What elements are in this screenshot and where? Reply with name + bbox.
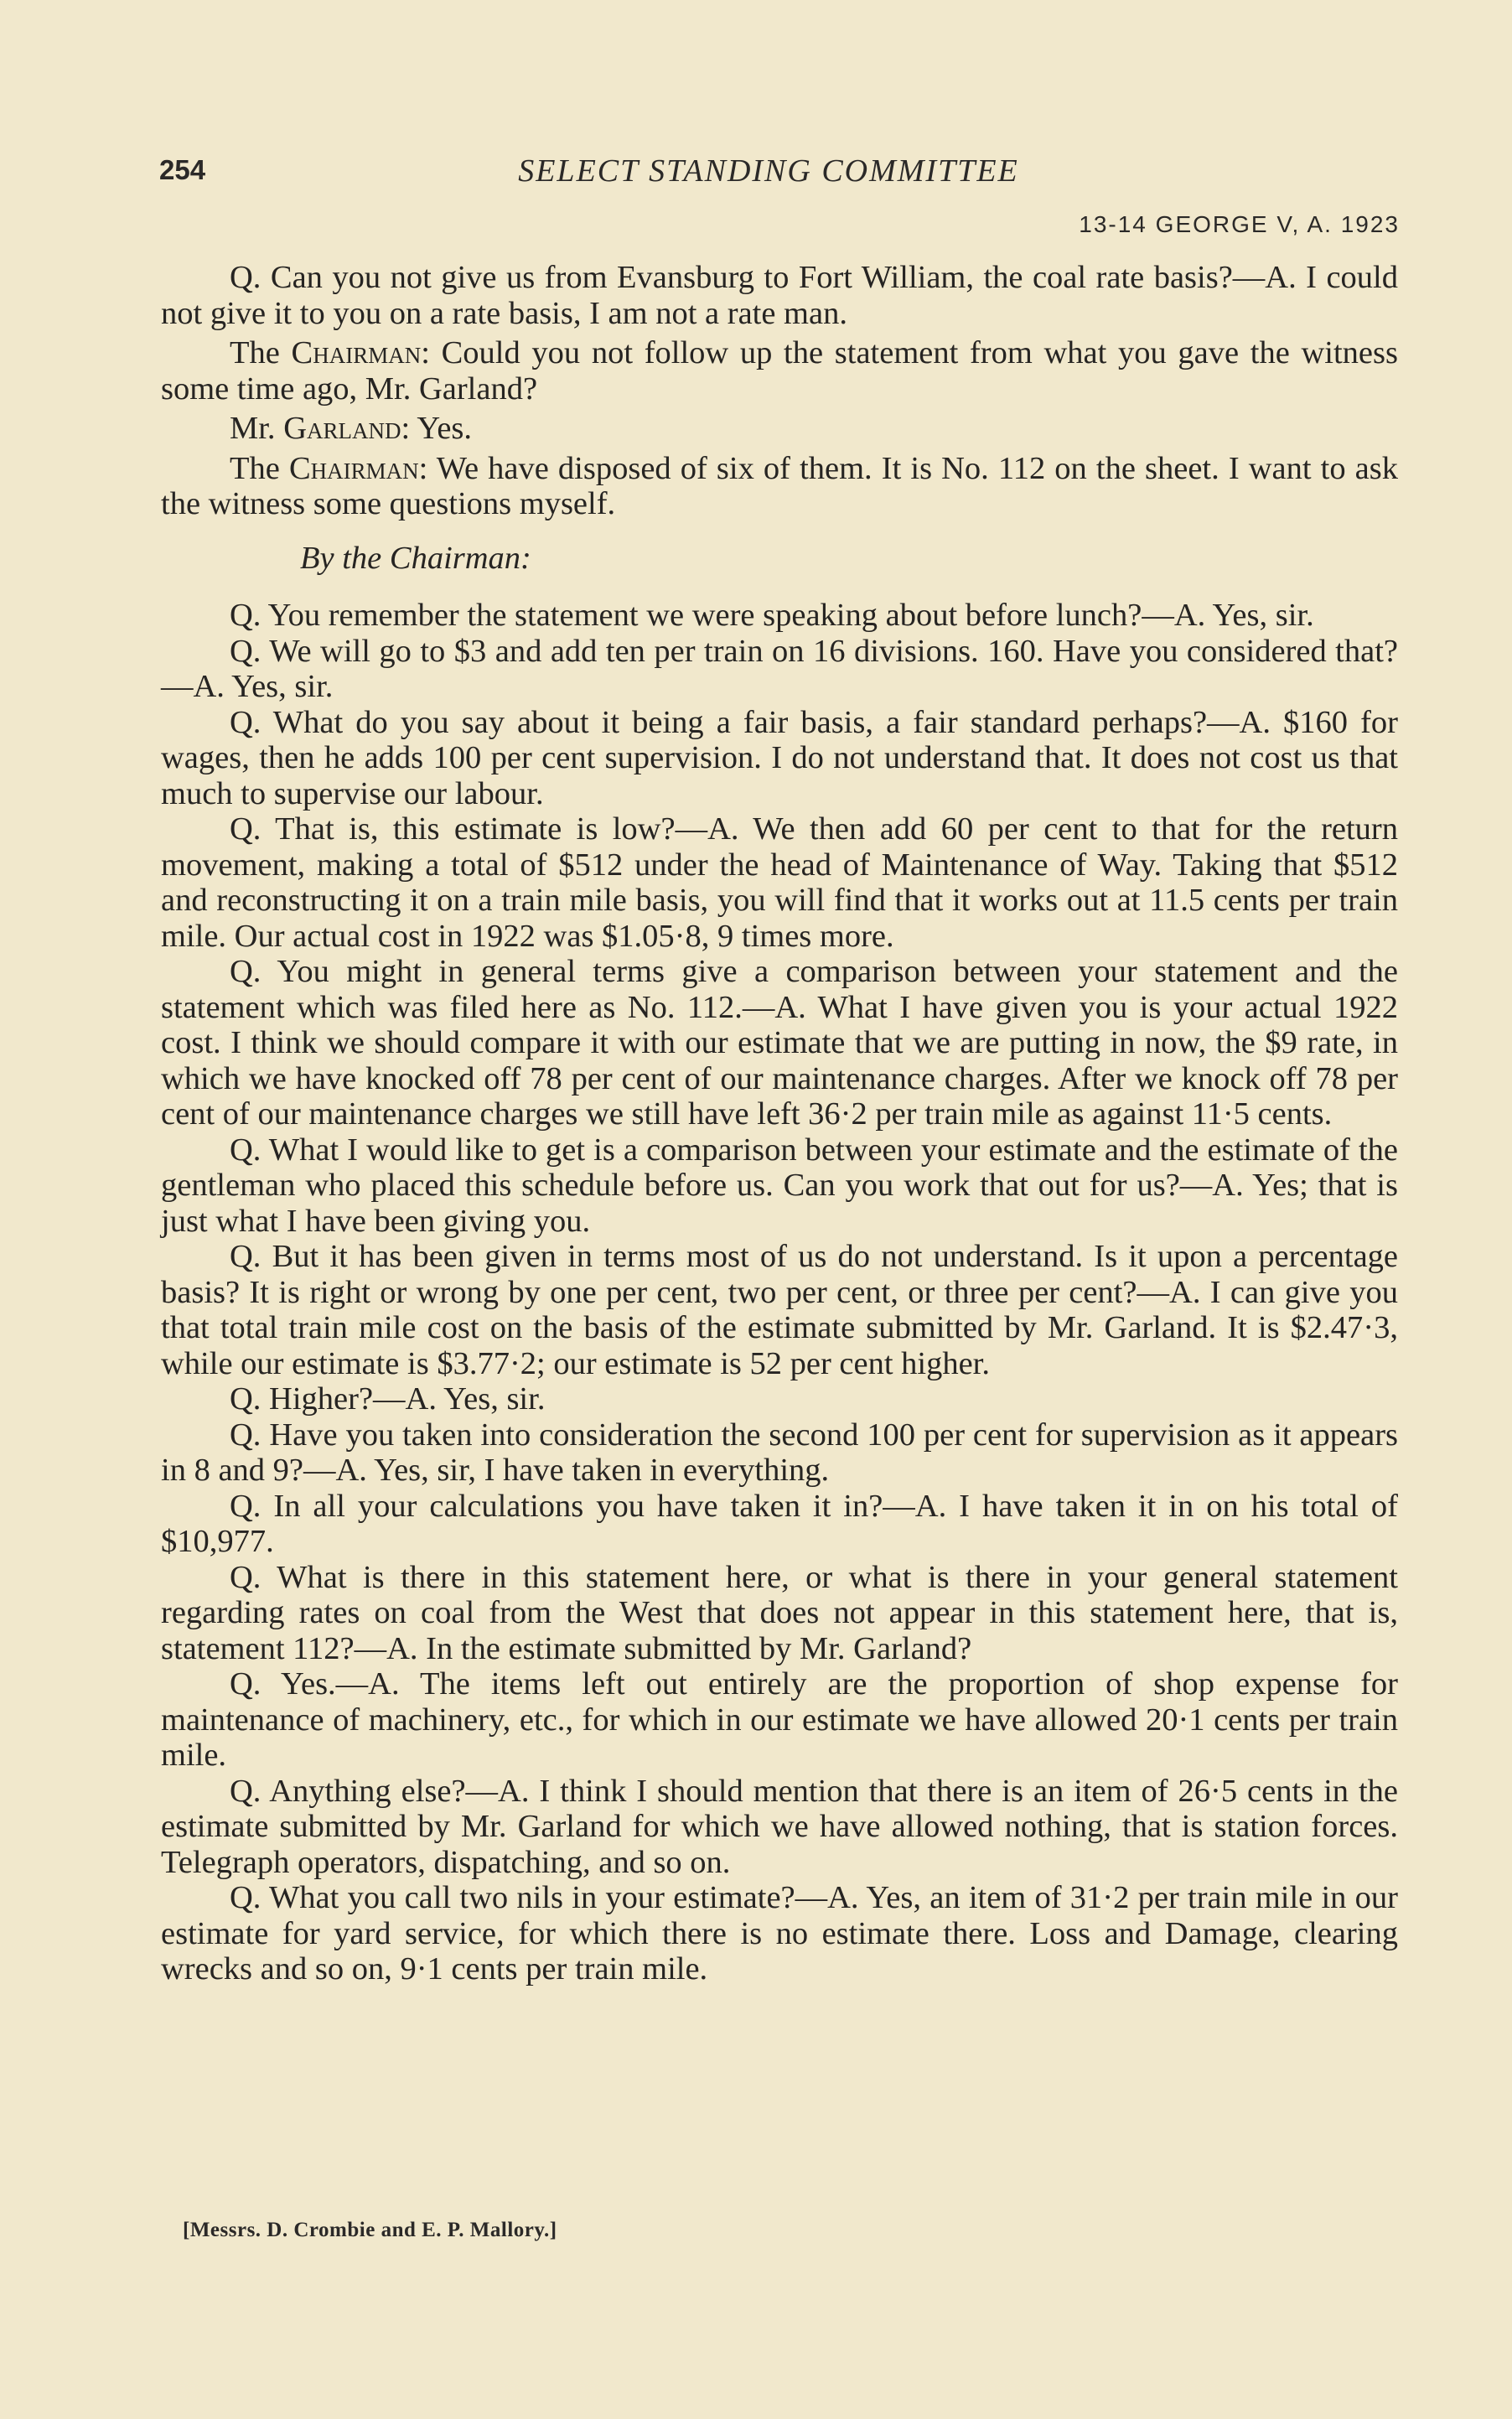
qa-paragraph: Q. You remember the statement we were speaking about before lunch?—A. Yes, sir. [230, 598, 1314, 633]
speaker-name: Chairman [288, 450, 419, 486]
qa-paragraph: Q. We will go to $3 and add ten per train on 16 divisions. 160. Have you considered that?—A. Yes, sir. [161, 633, 1398, 704]
paragraph: The Chairman: Could you not follow up the statement from what you gave the witness some time ago, Mr. Garland? [161, 335, 1398, 407]
qa-paragraph: Q. In all your calculations you have taken it in?—A. I have taken it in on his total of $10,977. [161, 1488, 1398, 1559]
speaker-name: Garland [283, 411, 401, 446]
paragraph: Q. Can you not give us from Evansburg to Fort William, the coal rate basis?—A. I could not give it to you on a rate basis, I am not a rate man. [161, 260, 1398, 331]
session-label: 13-14 GEORGE V, A. 1923 [1079, 211, 1400, 237]
qa-paragraph: Q. Higher?—A. Yes, sir. [230, 1381, 546, 1417]
qa-paragraph: Q. What you call two nils in your estimate?—A. Yes, an item of 31·2 per train mile in our estimate for yard service, for which there is no estimate there. Loss and Damage, clearing wrecks and so on, 9·1 cents per train mile. [161, 1880, 1398, 1986]
page-number: 254 [159, 154, 206, 185]
qa-paragraph: Q. But it has been given in terms most of us do not understand. Is it upon a percentage basis? It is right or wrong by one per cent, two per cent, or three per cent?—A. I can give you that total train mile cost on the basis of the estimate submitted by Mr. Garland. It is $2.47·3, while our estimate is $3.77·2; our estimate is 52 per cent higher. [161, 1239, 1398, 1381]
qa-paragraph: Q. Have you taken into consideration the second 100 per cent for supervision as it appears in 8 and 9?—A. Yes, sir, I have taken in everything. [161, 1417, 1398, 1488]
qa-paragraph: Q. What do you say about it being a fair basis, a fair standard perhaps?—A. $160 for wages, then he adds 100 per cent supervision. I do not understand that. It does not cost us that much to supervise our labour. [161, 704, 1398, 811]
qa-paragraph: Q. That is, this estimate is low?—A. We then add 60 per cent to that for the return movement, making a total of $512 under the head of Maintenance of Way. Taking that $512 and reconstructing it on a train mile basis, you will find that it works out at 11.5 cents per train mile. Our actual cost in 1922 was $1.05·8, 9 times more. [161, 811, 1398, 954]
qa-paragraph: Q. What I would like to get is a comparison between your estimate and the estimate of the gentleman who placed this schedule before us. Can you work that out for us?—A. Yes; that is just what I have been giving you. [161, 1132, 1398, 1239]
section-subheading: By the Chairman: [300, 540, 531, 576]
qa-paragraph: Q. What is there in this statement here, or what is there in your general statement regarding rates on coal from the West that does not appear in this statement here, that is, statement 112?—A. In the estimate submitted by Mr. Garland? [161, 1559, 1398, 1666]
qa-paragraph: Q. Anything else?—A. I think I should mention that there is an item of 26·5 cents in the estimate submitted by Mr. Garland for which we have allowed nothing, that is station forces. Telegraph operators, dispatching, and so on. [161, 1773, 1398, 1880]
qa-paragraph: Q. You might in general terms give a comparison between your statement and the statement which was filed here as No. 112.—A. What I have given you is your actual 1922 cost. I think we should compare it with our estimate that we are putting in now, the $9 rate, in which we have knocked off 78 per cent of our maintenance charges. After we knock off 78 per cent of our maintenance charges we still have left 36·2 per train mile as against 11·5 cents. [161, 954, 1398, 1132]
qa-paragraph: Q. Yes.—A. The items left out entirely are the proportion of shop expense for maintenance of machinery, etc., for which in our estimate we have allowed 20·1 cents per train mile. [161, 1666, 1398, 1773]
document-body [161, 260, 1398, 1987]
running-title: SELECT STANDING COMMITTEE [518, 153, 1019, 189]
paragraph: The Chairman: We have disposed of six of them. It is No. 112 on the sheet. I want to ask the witness some questions myself. [161, 450, 1399, 521]
speaker-name: Chairman [291, 335, 422, 370]
footnote: [Messrs. D. Crombie and E. P. Mallory.] [183, 2219, 557, 2241]
paragraph: Mr. Garland: Yes. [230, 411, 473, 446]
